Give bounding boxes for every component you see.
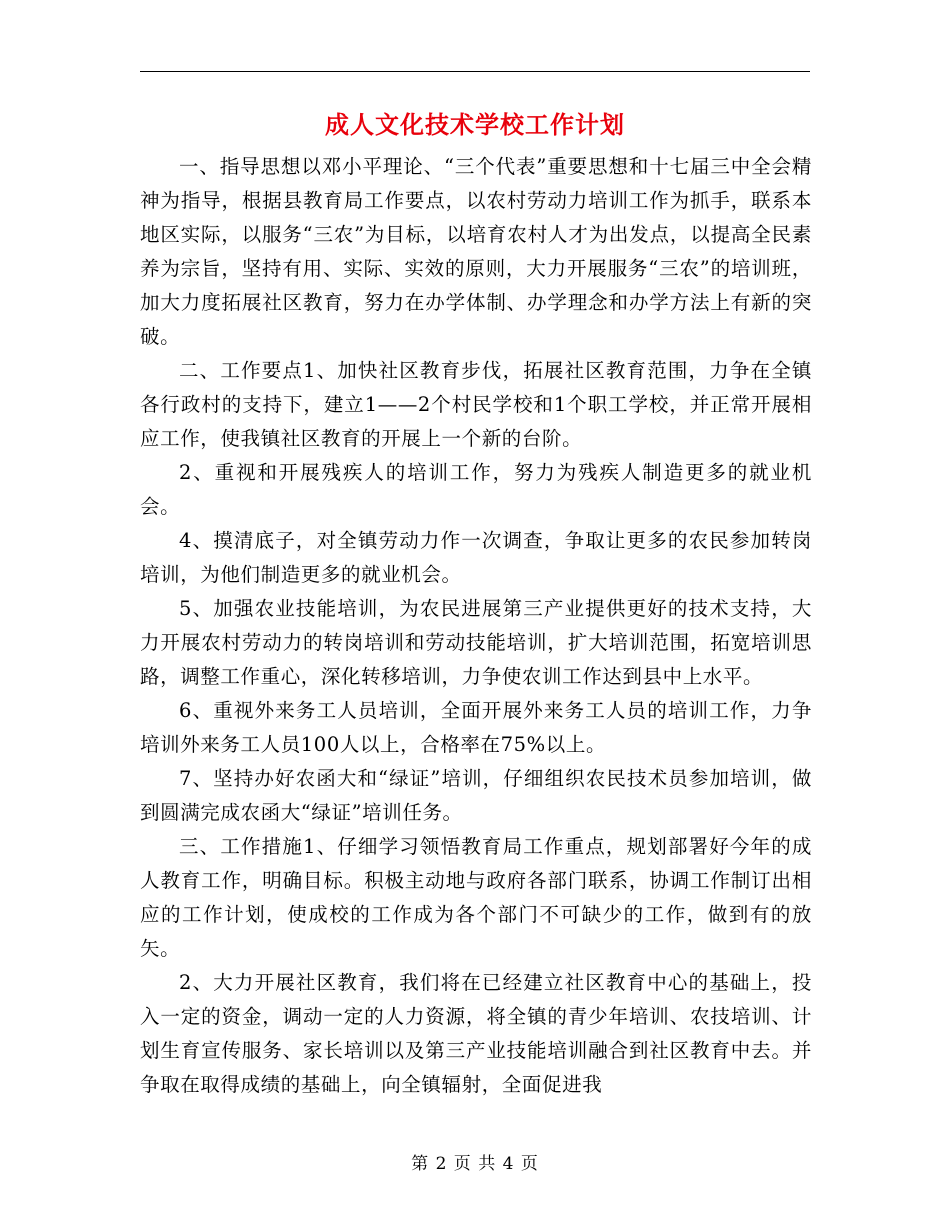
document-body (140, 150, 812, 1102)
page-number: 第 2 页 共 4 页 (411, 1154, 539, 1174)
paragraph: 2、大力开展社区教育，我们将在已经建立社区教育中心的基础上，投入一定的资金，调动一定的人力资源，将全镇的青少年培训、农技培训、计划生育宣传服务、家长培训以及第三产业技能培训融合到社区教育中去。并争取在取得成绩的基础上，向全镇辐射，全面促进我 (140, 971, 812, 1096)
header-rule (140, 71, 810, 72)
paragraph: 6、重视外来务工人员培训，全面开展外来务工人员的培训工作，力争培训外来务工人员100人以上，合格率在75%以上。 (140, 699, 812, 756)
paragraph: 5、加强农业技能培训，为农民进展第三产业提供更好的技术支持，大力开展农村劳动力的转岗培训和劳动技能培训，扩大培训范围，拓宽培训思路，调整工作重心，深化转移培训，力争使农训工作达到县中上水平。 (140, 597, 812, 688)
paragraph: 三、工作措施1、仔细学习领悟教育局工作重点，规划部署好今年的成人教育工作，明确目标。积极主动地与政府各部门联系，协调工作制订出相应的工作计划，使成校的工作成为各个部门不可缺少的工作，做到有的放矢。 (140, 835, 812, 960)
paragraph: 4、摸清底子，对全镇劳动力作一次调查，争取让更多的农民参加转岗培训，为他们制造更多的就业机会。 (140, 529, 812, 586)
paragraph: 2、重视和开展残疾人的培训工作，努力为残疾人制造更多的就业机会。 (140, 461, 812, 518)
paragraph: 7、坚持办好农函大和“绿证”培训，仔细组织农民技术员参加培训，做到圆满完成农函大“绿证”培训任务。 (140, 767, 812, 824)
document-title: 成人文化技术学校工作计划 (325, 110, 625, 139)
paragraph: 二、工作要点1、加快社区教育步伐，拓展社区教育范围，力争在全镇各行政村的支持下，建立1——2个村民学校和1个职工学校，并正常开展相应工作，使我镇社区教育的开展上一个新的台阶。 (140, 359, 812, 450)
paragraph: 一、指导思想以邓小平理论、“三个代表”重要思想和十七届三中全会精神为指导，根据县教育局工作要点，以农村劳动力培训工作为抓手，联系本地区实际，以服务“三农”为目标，以培育农村人才为出发点，以提高全民素养为宗旨，坚持有用、实际、实效的原则，大力开展服务“三农”的培训班，加大力度拓展社区教育，努力在办学体制、办学理念和办学方法上有新的突破。 (140, 155, 812, 348)
